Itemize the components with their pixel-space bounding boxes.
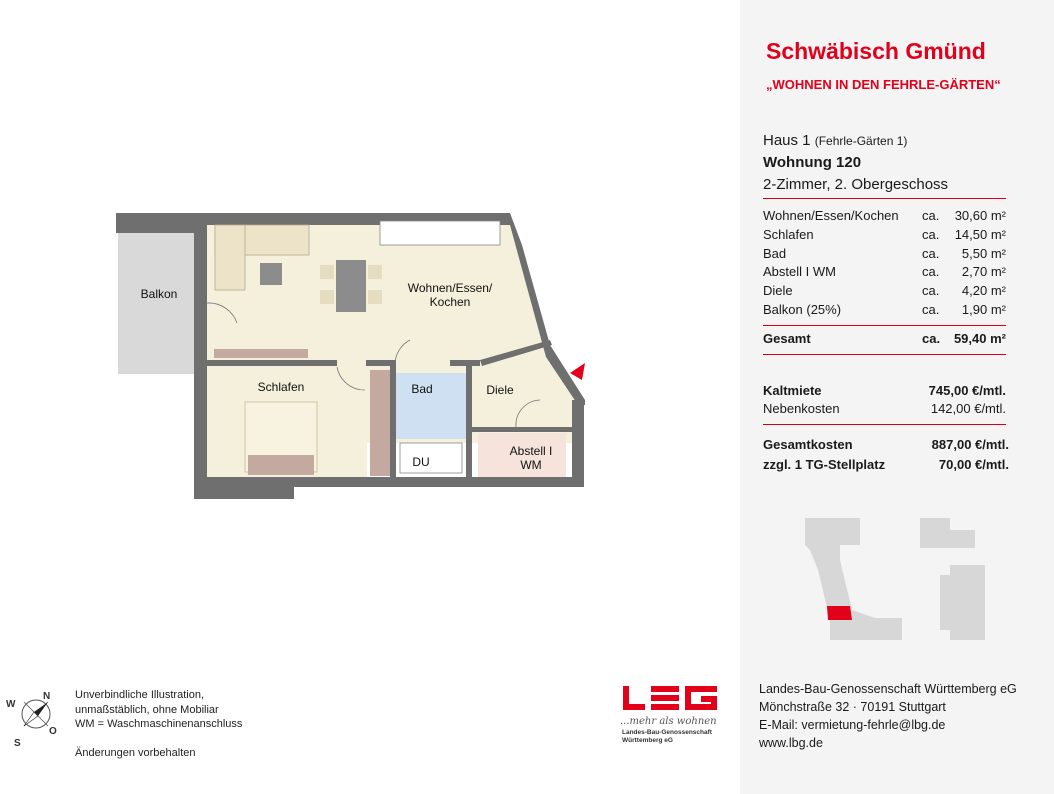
house-label: Haus 1 (Fehrle-Gärten 1) <box>763 132 908 149</box>
city-title: Schwäbisch Gmünd <box>766 38 986 64</box>
room-label-du: DU <box>412 455 430 469</box>
compass-n: N <box>43 691 51 702</box>
lbg-logo <box>621 684 721 714</box>
apartment-number: Wohnung 120 <box>763 154 862 171</box>
room-label-schlafen: Schlafen <box>257 380 305 394</box>
company-website[interactable]: www.lbg.de <box>759 736 823 750</box>
room-summary: 2-Zimmer, 2. Obergeschoss <box>763 176 949 193</box>
company-name: Landes-Bau-Genossenschaft Württemberg eG <box>759 682 1017 696</box>
room-label-bad: Bad <box>411 382 433 396</box>
compass-s: S <box>14 738 21 749</box>
note-line: unmaßstäblich, ohne Mobiliar <box>75 704 219 716</box>
divider <box>763 424 1006 425</box>
company-email[interactable]: E-Mail: vermietung-fehrle@lbg.de <box>759 718 946 732</box>
area-row: Abstell I WM ca. 2,70 m² <box>763 264 1006 279</box>
entrance-arrow-icon <box>570 363 585 380</box>
area-row: Wohnen/Essen/Kochen ca. 30,60 m² <box>763 208 1006 223</box>
area-row: Bad ca. 5,50 m² <box>763 246 1006 261</box>
room-label-balkon: Balkon <box>140 287 178 301</box>
area-row: Diele ca. 4,20 m² <box>763 283 1006 298</box>
site-plan <box>800 510 1000 650</box>
divider <box>763 354 1006 355</box>
compass-w: W <box>6 699 16 710</box>
note-line: WM = Waschmaschinenanschluss <box>75 718 243 730</box>
logo-slogan: ...mehr als wohnen <box>620 716 717 727</box>
area-row: Schlafen ca. 14,50 m² <box>763 227 1006 242</box>
room-label-diele: Diele <box>486 383 514 397</box>
unit-marker <box>827 606 852 620</box>
logo-text: Landes-Bau-Genossenschaft Württemberg eG <box>622 729 712 744</box>
compass-o: O <box>49 726 57 737</box>
total-row: Gesamt ca. 59,40 m² <box>763 331 1006 346</box>
note-line: Änderungen vorbehalten <box>75 747 196 759</box>
balcony-area <box>118 232 196 374</box>
divider <box>763 198 1006 199</box>
company-address: Mönchstraße 32 · 70191 Stuttgart <box>759 700 946 714</box>
room-label-wohnen: Wohnen/Essen/ Kochen <box>407 281 493 309</box>
area-row: Balkon (25%) ca. 1,90 m² <box>763 302 1006 317</box>
room-label-abstell: Abstell I WM <box>509 444 553 472</box>
divider <box>763 325 1006 326</box>
project-tagline: „WOHNEN IN DEN FEHRLE-GÄRTEN“ <box>766 77 1001 92</box>
note-line: Unverbindliche Illustration, <box>75 689 205 701</box>
